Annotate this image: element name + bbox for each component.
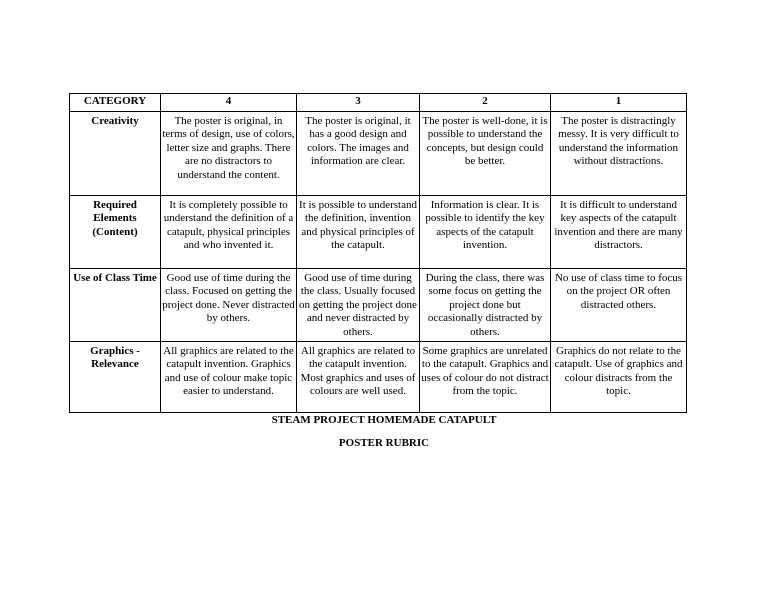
criteria-cell: Information is clear. It is possible to identify the key aspects of the catapult invention. <box>420 196 551 269</box>
table-row <box>70 342 687 413</box>
header-score-2: 2 <box>420 94 551 112</box>
criteria-cell: Good use of time during the class. Focused on getting the project done. Never distracted by others. <box>161 269 297 342</box>
table-row <box>70 269 687 342</box>
criteria-cell: No use of class time to focus on the project OR often distracted others. <box>551 269 687 342</box>
category-cell: Required Elements (Content) <box>70 196 161 269</box>
header-row <box>70 94 687 112</box>
header-score-1: 1 <box>551 94 687 112</box>
criteria-cell: All graphics are related to the catapult invention. Most graphics and uses of colours are well used. <box>297 342 420 413</box>
document-title: STEAM PROJECT HOMEMADE CATAPULT <box>271 414 497 426</box>
criteria-cell: During the class, there was some focus on getting the project done but occasionally distracted by others. <box>420 269 551 342</box>
criteria-cell: The poster is well-done, it is possible to understand the concepts, but design could be better. <box>420 112 551 196</box>
criteria-cell: The poster is original, it has a good design and colors. The images and information are clear. <box>297 112 420 196</box>
criteria-cell: It is completely possible to understand the definition of a catapult, physical principles and who invented it. <box>161 196 297 269</box>
table-row <box>70 112 687 196</box>
rubric-table <box>69 93 687 413</box>
criteria-cell: Graphics do not relate to the catapult. Use of graphics and colour distracts from the topic. <box>551 342 687 413</box>
category-cell: Use of Class Time <box>70 269 161 342</box>
table-row <box>70 196 687 269</box>
criteria-cell: Some graphics are unrelated to the catapult. Graphics and uses of colour do not distract from the topic. <box>420 342 551 413</box>
criteria-cell: It is difficult to understand key aspects of the catapult invention and there are many distractors. <box>551 196 687 269</box>
category-cell: Graphics - Relevance <box>70 342 161 413</box>
header-category: CATEGORY <box>70 94 161 112</box>
criteria-cell: All graphics are related to the catapult invention. Graphics and use of colour make topic easier to understand. <box>161 342 297 413</box>
criteria-cell: The poster is distractingly messy. It is very difficult to understand the information without distractions. <box>551 112 687 196</box>
category-cell: Creativity <box>70 112 161 196</box>
document-subtitle: POSTER RUBRIC <box>338 437 430 449</box>
criteria-cell: It is possible to understand the definition, invention and physical principles of the catapult. <box>297 196 420 269</box>
header-score-3: 3 <box>297 94 420 112</box>
criteria-cell: Good use of time during the class. Usually focused on getting the project done and never distracted by others. <box>297 269 420 342</box>
header-score-4: 4 <box>161 94 297 112</box>
criteria-cell: The poster is original, in terms of design, use of colors, letter size and graphs. There are no distractors to understand the content. <box>161 112 297 196</box>
